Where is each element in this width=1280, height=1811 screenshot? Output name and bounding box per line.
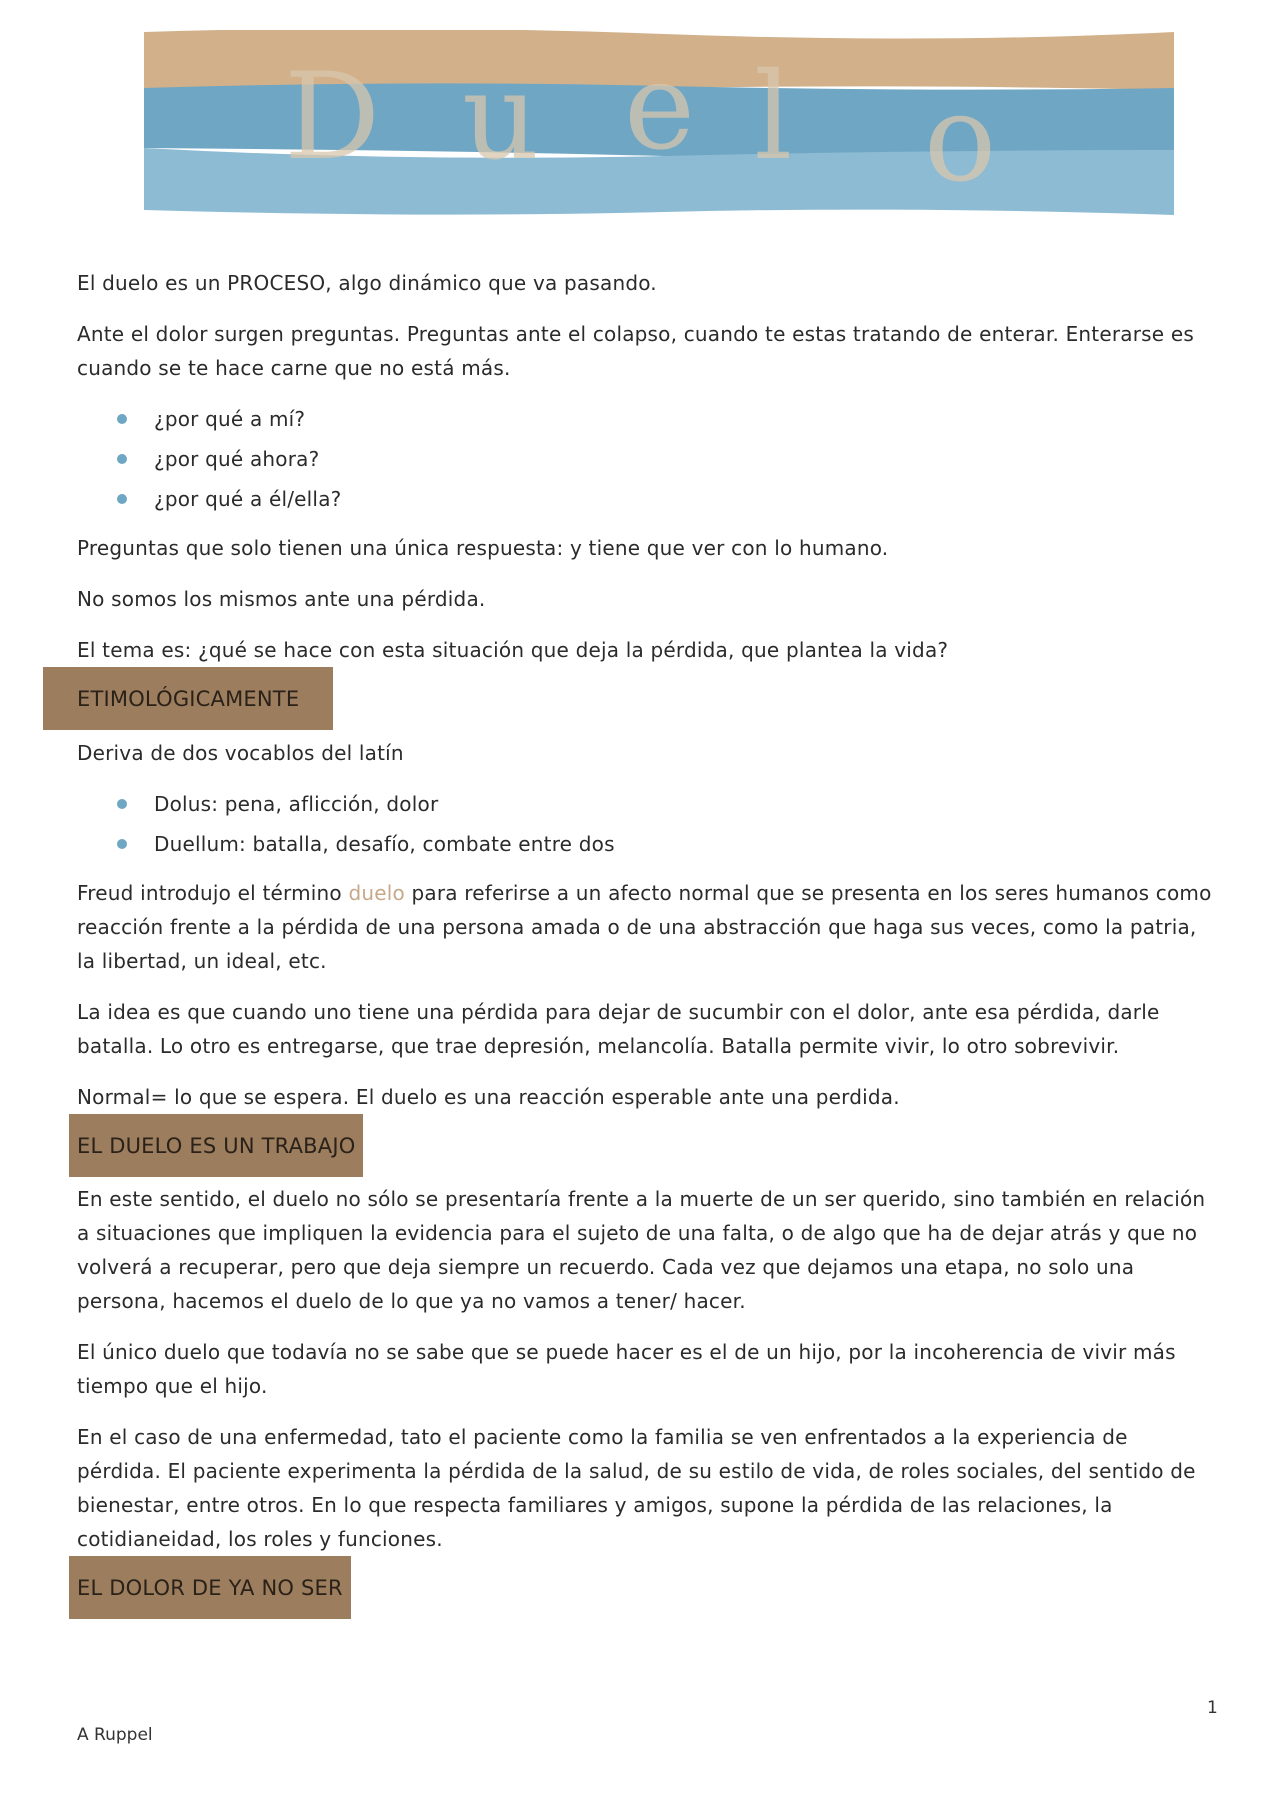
- paragraph-perdida: No somos los mismos ante una pérdida.: [77, 587, 486, 611]
- banner-letter-e: e: [624, 38, 696, 177]
- page-number: 1: [1207, 1698, 1218, 1718]
- title-banner: [144, 30, 1174, 215]
- list-item: ¿por qué a mí?: [117, 402, 1212, 442]
- list-item: Duellum: batalla, desafío, combate entre dos: [117, 827, 1212, 867]
- paragraph-sentido: En este sentido, el duelo no sólo se presentaría frente a la muerte de un ser querido, sino también en relación a situaciones que impliquen la evidencia para el sujeto de una falta, o de algo que ha de dejar atrás y que no volverá a recuperar, pero que deja siempre un recuerdo. Cada vez que dejamos una etapa, no solo una persona, hacemos el duelo de lo que ya no vamos a tener/ hacer.: [77, 1187, 1206, 1313]
- highlighted-term: duelo: [348, 881, 405, 905]
- section-heading-trabajo: EL DUELO ES UN TRABAJO: [69, 1114, 363, 1177]
- paragraph-freud: Freud introdujo el término duelo para referirse a un afecto normal que se presenta en los seres humanos como reacción frente a la pérdida de una persona amada o de una abstracción que haga sus veces, como la patria, la libertad, un ideal, etc.: [77, 881, 1212, 973]
- section-heading-etimologicamente: ETIMOLÓGICAMENTE: [43, 667, 333, 730]
- paragraph-hijo: El único duelo que todavía no se sabe que se puede hacer es el de un hijo, por la incoherencia de vivir más tiempo que el hijo.: [77, 1340, 1176, 1398]
- paragraph-enfermedad: En el caso de una enfermedad, tato el paciente como la familia se ven enfrentados a la experiencia de pérdida. El paciente experimenta la pérdida de la salud, de su estilo de vida, de roles sociales, del sentido de bienestar, entre otros. En lo que respecta familiares y amigos, supone la pérdida de las relaciones, la cotidianeidad, los roles y funciones.: [77, 1425, 1196, 1551]
- banner-letter-l: l: [754, 48, 793, 187]
- document-body: [77, 266, 1212, 1619]
- paragraph-proceso: El duelo es un PROCESO, algo dinámico que va pasando.: [77, 271, 657, 295]
- section-heading-dolor: EL DOLOR DE YA NO SER: [69, 1556, 351, 1619]
- banner-waves: [144, 30, 1174, 215]
- footer-author: A Ruppel: [77, 1725, 153, 1745]
- paragraph-normal: Normal= lo que se espera. El duelo es una reacción esperable ante una perdida.: [77, 1085, 900, 1109]
- paragraph-idea: La idea es que cuando uno tiene una pérdida para dejar de sucumbir con el dolor, ante esa pérdida, darle batalla. Lo otro es entregarse, que trae depresión, melancolía. Batalla permite vivir, lo otro sobrevivir.: [77, 1000, 1160, 1058]
- paragraph-respuesta: Preguntas que solo tienen una única respuesta: y tiene que ver con lo humano.: [77, 536, 889, 560]
- paragraph-tema: El tema es: ¿qué se hace con esta situación que deja la pérdida, que plantea la vida?: [77, 638, 949, 662]
- latin-terms-list: [77, 787, 1212, 867]
- banner-letter-d: D: [284, 48, 381, 187]
- list-item: ¿por qué ahora?: [117, 442, 1212, 482]
- list-item: Dolus: pena, aflicción, dolor: [117, 787, 1212, 827]
- paragraph-preguntas: Ante el dolor surgen preguntas. Preguntas ante el colapso, cuando te estas tratando de enterar. Enterarse es cuando se te hace carne que no está más.: [77, 322, 1194, 380]
- banner-letter-o: o: [924, 70, 997, 209]
- list-item: ¿por qué a él/ella?: [117, 482, 1212, 522]
- banner-letter-u: u: [462, 48, 540, 187]
- paragraph-deriva: Deriva de dos vocablos del latín: [77, 741, 404, 765]
- questions-list: [77, 402, 1212, 522]
